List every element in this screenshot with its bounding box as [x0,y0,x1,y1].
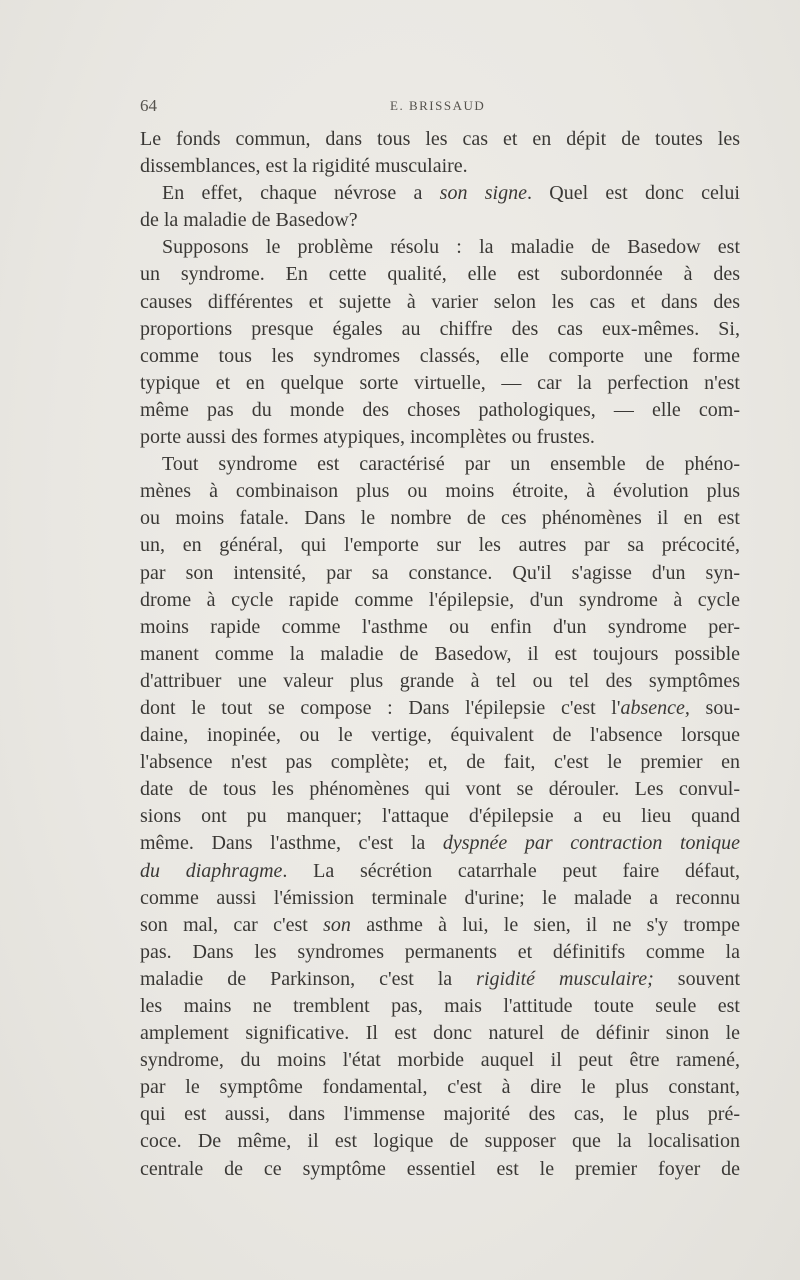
page-number: 64 [140,96,157,115]
text-run: Tout syndrome est caractérisé par un ensemble de phéno- [162,453,740,476]
italic-phrase: dyspnée par contraction tonique [442,832,740,855]
text-line [140,803,740,830]
text-line [140,532,740,559]
text-line [140,939,740,966]
text-run: typique et en quelque sorte virtuelle, — car la perfection n'est [140,371,740,394]
text-run: manent comme la maladie de Basedow, il est toujours possible [140,642,740,665]
text-run: mènes à combinaison plus ou moins étroite, à évolution plus [140,480,740,503]
text-line [140,587,740,614]
text-line [140,397,740,424]
text-run: centrale de ce symptôme essentiel est le premier foyer de [140,1157,740,1180]
text-run: proportions presque égales au chiffre des cas eux-mêmes. Si, [140,317,740,340]
text-line [140,1047,740,1074]
text-run: même. Dans l'asthme, c'est la [140,832,443,855]
text-run: sou- [689,696,740,719]
text-line [140,776,740,803]
text-line [140,560,740,587]
text-run: sions ont pu manquer; l'attaque d'épilepsie a eu lieu quand [140,805,740,828]
text-line [140,1156,740,1183]
text-run: amplement significative. Il est donc naturel de définir sinon le [140,1022,740,1045]
text-run: comme tous les syndromes classés, elle comporte une forme [140,344,740,367]
text-run: porte aussi des formes atypiques, incomplètes ou frustes. [140,426,595,449]
italic-phrase: rigidité musculaire; [476,967,654,990]
text-run: . La sécrétion catarrhale peut faire défaut, [282,859,740,882]
text-line [140,993,740,1020]
text-run: l'absence n'est pas complète; et, de fait, c'est le premier en [140,751,740,774]
text-run: de la maladie de Basedow? [140,209,358,232]
text-line [140,153,740,180]
text-run: causes différentes et sujette à varier selon les cas et dans des [140,290,740,313]
text-run: date de tous les phénomènes qui vont se dérouler. Les convul- [140,778,740,801]
text-run: daine, inopinée, ou le vertige, équivalent de l'absence lorsque [140,724,740,747]
text-line [140,1128,740,1155]
text-run: qui est aussi, dans l'immense majorité des cas, le plus pré- [140,1103,740,1126]
text-run: moins rapide comme l'asthme ou enfin d'un syndrome per- [140,615,740,638]
text-line [140,749,740,776]
text-line [140,289,740,316]
text-line [140,234,740,261]
text-run: les mains ne tremblent pas, mais l'attitude toute seule est [140,995,740,1017]
text-line [140,1020,740,1047]
text-line [140,912,740,939]
text-run: par le symptôme fondamental, c'est à dire le plus constant, [140,1076,740,1099]
text-run: coce. De même, il est logique de supposer que la localisation [140,1130,740,1153]
text-line [140,370,740,397]
text-line [140,966,740,993]
text-line [140,668,740,695]
text-line [140,1101,740,1128]
text-run: même pas du monde des choses pathologiques, — elle com- [140,398,740,421]
body-text [140,126,740,1183]
text-line [140,180,740,207]
text-line [140,424,740,451]
text-line [140,885,740,912]
text-run: comme aussi l'émission terminale d'urine; le malade a reconnu [140,886,740,909]
text-run: maladie de Parkinson, c'est la [140,967,477,990]
text-run: Supposons le problème résolu : la maladie de Basedow est [162,236,740,259]
text-run: pas. Dans les syndromes permanents et définitifs comme la [140,940,740,963]
text-run: asthme à lui, le sien, il ne s'y trompe [350,913,740,936]
text-run: souvent [653,967,740,990]
text-line [140,722,740,749]
text-run: Le fonds commun, dans tous les cas et en dépit de toutes les [140,128,740,150]
text-line [140,830,740,857]
italic-phrase: absence, [620,696,690,719]
running-head [140,96,740,120]
text-run: . Quel est donc celui [526,182,740,205]
running-title: E. BRISSAUD [390,98,486,113]
italic-phrase: son [323,913,351,936]
text-line [140,316,740,343]
text-run: un syndrome. En cette qualité, elle est subordonnée à des [140,263,740,286]
text-line [140,451,740,478]
text-run: En effet, chaque névrose a [162,182,440,205]
italic-phrase: du diaphragme [140,859,283,882]
text-line [140,614,740,641]
text-run: syndrome, du moins l'état morbide auquel il peut être ramené, [140,1049,740,1072]
text-line [140,858,740,885]
text-line [140,343,740,370]
text-run: ou moins fatale. Dans le nombre de ces phénomènes il en est [140,507,740,530]
text-run: par son intensité, par sa constance. Qu'il s'agisse d'un syn- [140,561,740,584]
text-line [140,207,740,234]
text-line [140,695,740,722]
text-run: d'attribuer une valeur plus grande à tel ou tel des symptômes [140,669,740,692]
text-line [140,261,740,288]
text-run: son mal, car c'est [140,913,324,936]
text-line [140,1074,740,1101]
text-run: un, en général, qui l'emporte sur les autres par sa précocité, [140,534,740,557]
text-line [140,126,740,153]
text-line [140,478,740,505]
text-run: drome à cycle rapide comme l'épilepsie, d'un syndrome à cycle [140,588,740,611]
text-run: dont le tout se compose : Dans l'épilepsie c'est l' [140,696,621,719]
text-line [140,641,740,668]
italic-phrase: son signe [439,182,527,205]
text-line [140,505,740,532]
text-run: dissemblances, est la rigidité musculaire. [140,155,468,178]
